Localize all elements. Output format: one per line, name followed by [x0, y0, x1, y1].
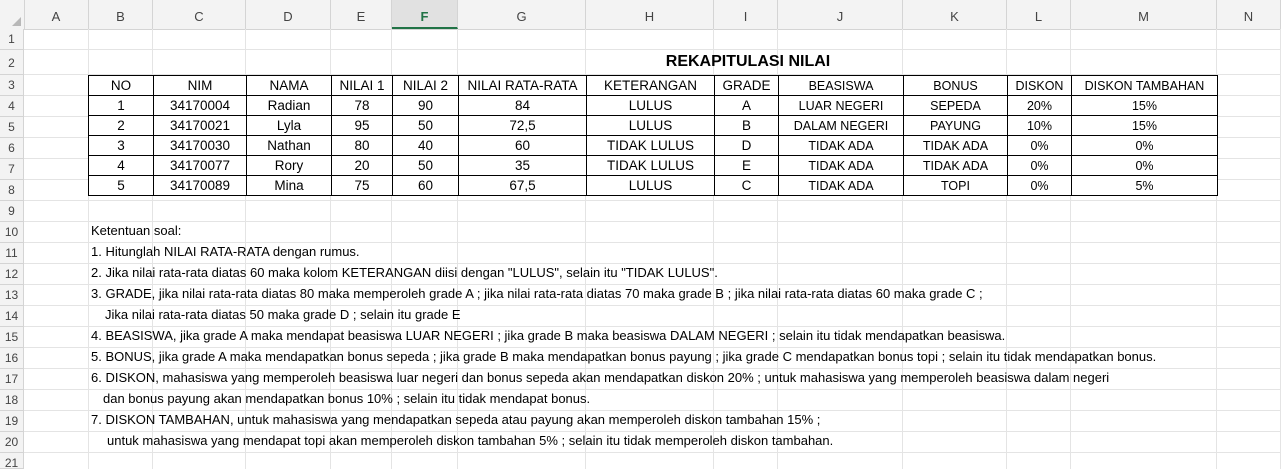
table-cell[interactable]: 20% [1008, 96, 1072, 116]
table-cell[interactable]: 60 [459, 136, 587, 156]
table-cell[interactable]: LULUS [587, 116, 715, 136]
table-cell[interactable]: SEPEDA [904, 96, 1008, 116]
table-cell[interactable]: PAYUNG [904, 116, 1008, 136]
row-header-3[interactable]: 3 [0, 75, 24, 96]
table-cell[interactable]: DALAM NEGERI [779, 116, 904, 136]
table-cell[interactable]: 35 [459, 156, 587, 176]
row-header-12[interactable]: 12 [0, 264, 24, 285]
table-cell[interactable]: 0% [1008, 156, 1072, 176]
column-header-j[interactable]: J [778, 0, 903, 29]
table-cell[interactable]: 4 [89, 156, 154, 176]
table-cell[interactable]: LUAR NEGERI [779, 96, 904, 116]
row-header-18[interactable]: 18 [0, 390, 24, 411]
header-cell[interactable]: NILAI 1 [332, 76, 393, 96]
table-cell[interactable]: TIDAK ADA [779, 176, 904, 196]
table-cell[interactable]: 84 [459, 96, 587, 116]
note-line[interactable]: 7. DISKON TAMBAHAN, untuk mahasiswa yang mendapatkan sepeda atau payung akan memperoleh diskon tambahan 15% ; [91, 412, 821, 427]
column-header-i[interactable]: I [714, 0, 778, 29]
table-cell[interactable]: 90 [393, 96, 459, 116]
table-cell[interactable]: Lyla [247, 116, 332, 136]
header-cell[interactable]: GRADE [715, 76, 779, 96]
table-cell[interactable]: 34170030 [154, 136, 247, 156]
table-cell[interactable]: B [715, 116, 779, 136]
table-cell[interactable]: Rory [247, 156, 332, 176]
row-header-5[interactable]: 5 [0, 117, 24, 138]
column-header-h[interactable]: H [586, 0, 714, 29]
table-cell[interactable]: TIDAK LULUS [587, 156, 715, 176]
table-row [89, 96, 1218, 116]
sheet-title[interactable]: REKAPITULASI NILAI [665, 53, 831, 70]
gridline [24, 221, 1281, 222]
table-cell[interactable]: LULUS [587, 96, 715, 116]
table-cell[interactable]: TIDAK ADA [904, 136, 1008, 156]
note-line[interactable]: untuk mahasiswa yang mendapat topi akan memperoleh diskon tambahan 5% ; selain itu tidak memperoleh diskon tambahan. [107, 433, 834, 448]
header-cell[interactable]: BEASISWA [779, 76, 904, 96]
gridline [24, 200, 1281, 201]
table-cell[interactable]: 80 [332, 136, 393, 156]
table-header-row [89, 76, 1218, 96]
select-all-triangle-icon [12, 17, 21, 26]
header-cell[interactable]: BONUS [904, 76, 1008, 96]
table-cell[interactable]: TIDAK ADA [779, 136, 904, 156]
column-header-g[interactable]: G [458, 0, 586, 29]
header-cell[interactable]: DISKON TAMBAHAN [1072, 76, 1218, 96]
column-header-a[interactable]: A [24, 0, 89, 29]
gridline [24, 49, 1281, 50]
table-cell[interactable]: 72,5 [459, 116, 587, 136]
header-cell[interactable]: NILAI RATA-RATA [459, 76, 587, 96]
column-header-f[interactable]: F [392, 0, 458, 29]
column-header-n[interactable]: N [1217, 0, 1281, 29]
row-header-21[interactable]: 21 [0, 453, 24, 469]
column-header-k[interactable]: K [903, 0, 1007, 29]
table-cell[interactable]: 5 [89, 176, 154, 196]
table-row [89, 156, 1218, 176]
table-cell[interactable]: 50 [393, 156, 459, 176]
table-cell[interactable]: 50 [393, 116, 459, 136]
row-header-11[interactable]: 11 [0, 243, 24, 264]
table-cell[interactable]: Nathan [247, 136, 332, 156]
column-header-e[interactable]: E [331, 0, 392, 29]
column-header-m[interactable]: M [1071, 0, 1217, 29]
table-cell[interactable]: LULUS [587, 176, 715, 196]
table-cell[interactable]: TIDAK LULUS [587, 136, 715, 156]
table-cell[interactable]: 60 [393, 176, 459, 196]
gridline [24, 452, 1281, 453]
row-header-4[interactable]: 4 [0, 96, 24, 117]
note-line[interactable]: 3. GRADE, jika nilai rata-rata diatas 80 maka memperoleh grade A ; jika nilai rata-rata diatas 70 maka grade B ; jika nilai rata-rata diatas 60 maka grade C ; [91, 286, 983, 301]
row-header-20[interactable]: 20 [0, 432, 24, 453]
table-cell[interactable]: 34170077 [154, 156, 247, 176]
header-cell[interactable]: NAMA [247, 76, 332, 96]
row-header-16[interactable]: 16 [0, 348, 24, 369]
note-line[interactable]: 5. BONUS, jika grade A maka mendapatkan bonus sepeda ; jika grade B maka mendapatkan bonus payung ; jika grade C mendapatkan bonus topi ; selain itu tidak mendapatkan bonus. [91, 349, 1157, 364]
table-cell[interactable]: TIDAK ADA [904, 156, 1008, 176]
note-line[interactable]: 6. DISKON, mahasiswa yang memperoleh beasiswa luar negeri dan bonus sepeda akan mendapatkan diskon 20% ; untuk mahasiswa yang memperoleh beasiswa dalam negeri [91, 370, 1110, 385]
table-cell[interactable]: 3 [89, 136, 154, 156]
note-line[interactable]: Jika nilai rata-rata diatas 50 maka grade D ; selain itu grade E [105, 307, 461, 322]
row-header-1[interactable]: 1 [0, 29, 24, 50]
row-header-2[interactable]: 2 [0, 50, 24, 75]
table-cell[interactable]: 34170021 [154, 116, 247, 136]
table-cell[interactable]: 10% [1008, 116, 1072, 136]
row-header-13[interactable]: 13 [0, 285, 24, 306]
table-cell[interactable]: 15% [1072, 116, 1218, 136]
table-row [89, 136, 1218, 156]
header-cell[interactable]: NIM [154, 76, 247, 96]
row-header-6[interactable]: 6 [0, 138, 24, 159]
table-cell[interactable]: TOPI [904, 176, 1008, 196]
table-cell[interactable]: 20 [332, 156, 393, 176]
table-cell[interactable]: 75 [332, 176, 393, 196]
table-cell[interactable]: E [715, 156, 779, 176]
column-header-l[interactable]: L [1007, 0, 1071, 29]
column-header-b[interactable]: B [89, 0, 153, 29]
table-cell[interactable]: 0% [1072, 156, 1218, 176]
header-cell[interactable]: NILAI 2 [393, 76, 459, 96]
row-header-8[interactable]: 8 [0, 180, 24, 201]
table-cell[interactable]: TIDAK ADA [779, 156, 904, 176]
table-cell[interactable]: 0% [1008, 136, 1072, 156]
table-cell[interactable]: D [715, 136, 779, 156]
table-cell[interactable]: 0% [1072, 136, 1218, 156]
row-header-7[interactable]: 7 [0, 159, 24, 180]
note-line[interactable]: dan bonus payung akan mendapatkan bonus 10% ; selain itu tidak mendapat bonus. [103, 391, 591, 406]
table-cell[interactable]: 78 [332, 96, 393, 116]
column-header-c[interactable]: C [153, 0, 246, 29]
table-cell[interactable]: 40 [393, 136, 459, 156]
table-cell[interactable]: 2 [89, 116, 154, 136]
table-cell[interactable]: C [715, 176, 779, 196]
table-cell[interactable]: A [715, 96, 779, 116]
table-cell[interactable]: 34170004 [154, 96, 247, 116]
data-table [88, 75, 1218, 196]
note-line[interactable]: 4. BEASISWA, jika grade A maka mendapat beasiswa LUAR NEGERI ; jika grade B maka beasiswa DALAM NEGERI ; selain itu tidak mendapatkan beasiswa. [91, 328, 1006, 343]
note-heading[interactable]: Ketentuan soal: [91, 223, 182, 238]
row-header-9[interactable]: 9 [0, 201, 24, 222]
note-line[interactable]: 2. Jika nilai rata-rata diatas 60 maka kolom KETERANGAN diisi dengan "LULUS", selain itu "TIDAK LULUS". [91, 265, 718, 280]
table-cell[interactable]: Radian [247, 96, 332, 116]
table-cell[interactable]: 15% [1072, 96, 1218, 116]
row-header-14[interactable]: 14 [0, 306, 24, 327]
table-cell[interactable]: 34170089 [154, 176, 247, 196]
table-cell[interactable]: 67,5 [459, 176, 587, 196]
table-cell[interactable]: 1 [89, 96, 154, 116]
table-cell[interactable]: 95 [332, 116, 393, 136]
table-cell[interactable]: 0% [1008, 176, 1072, 196]
row-header-19[interactable]: 19 [0, 411, 24, 432]
row-header-17[interactable]: 17 [0, 369, 24, 390]
row-header-10[interactable]: 10 [0, 222, 24, 243]
note-line[interactable]: 1. Hitunglah NILAI RATA-RATA dengan rumus. [91, 244, 360, 259]
column-header-d[interactable]: D [246, 0, 331, 29]
table-cell[interactable]: Mina [247, 176, 332, 196]
table-row [89, 176, 1218, 196]
row-header-15[interactable]: 15 [0, 327, 24, 348]
header-cell[interactable]: DISKON [1008, 76, 1072, 96]
table-cell[interactable]: 5% [1072, 176, 1218, 196]
header-cell[interactable]: NO [89, 76, 154, 96]
table-row [89, 116, 1218, 136]
select-all-button[interactable] [0, 0, 25, 29]
header-cell[interactable]: KETERANGAN [587, 76, 715, 96]
